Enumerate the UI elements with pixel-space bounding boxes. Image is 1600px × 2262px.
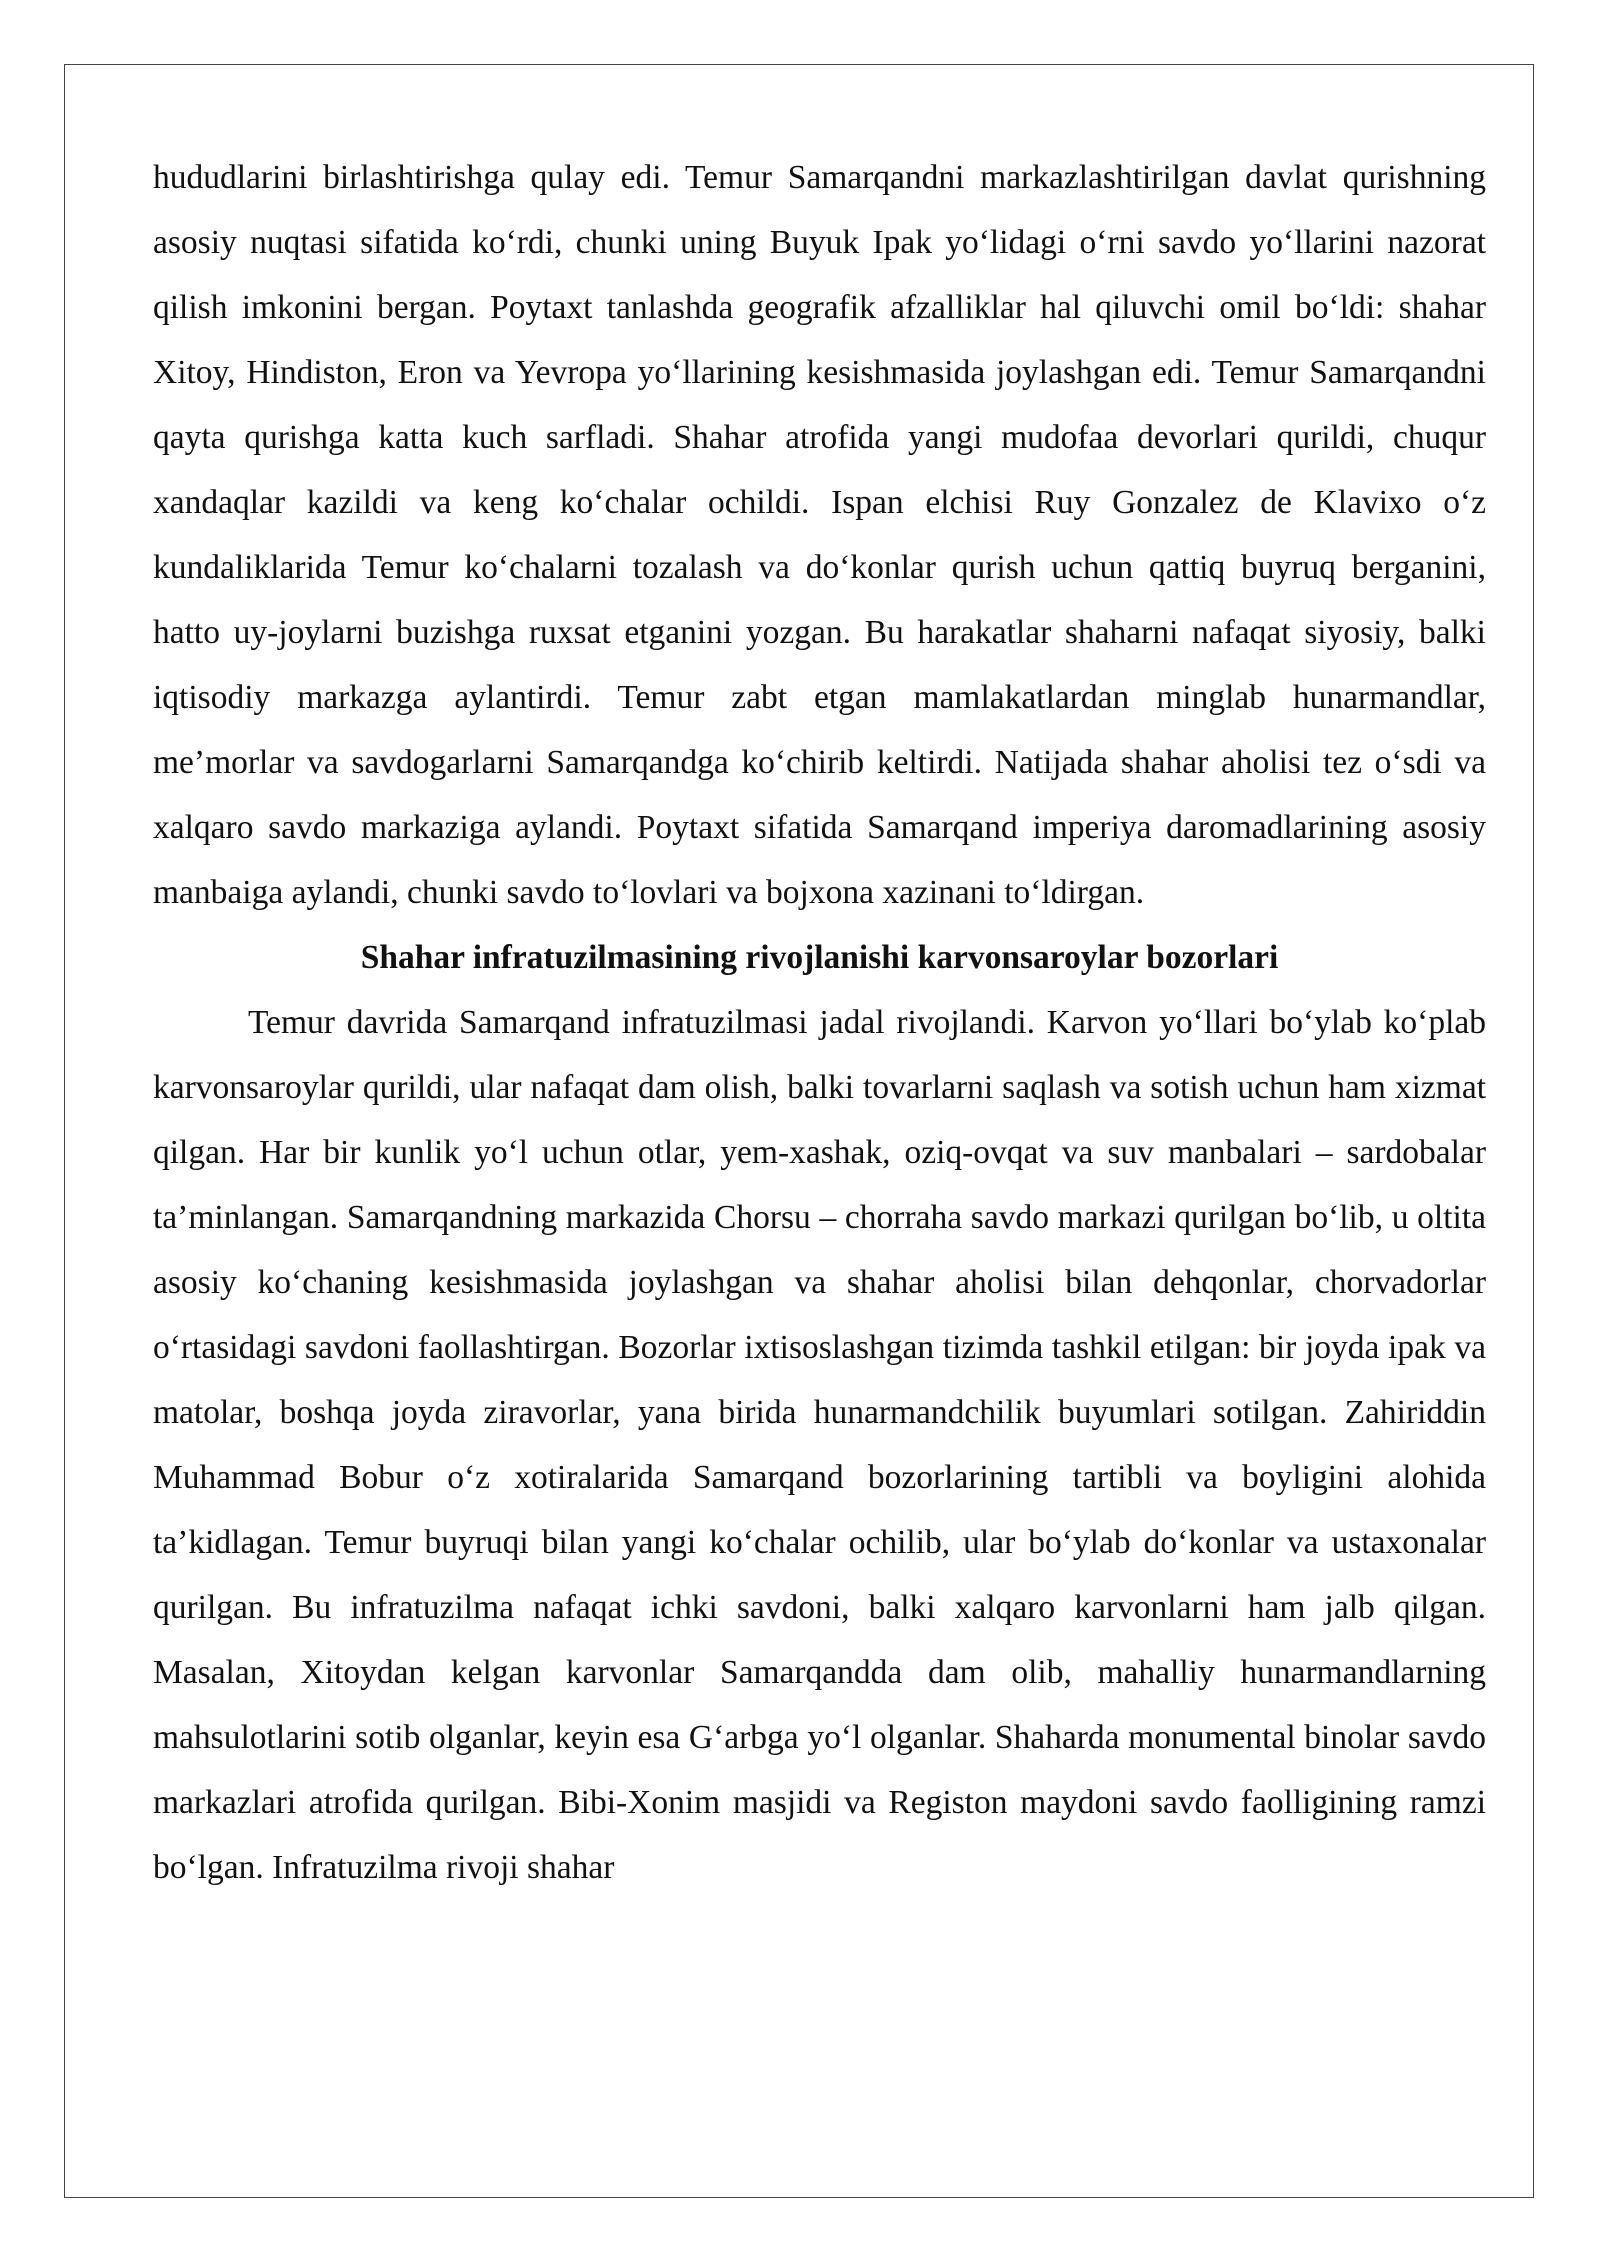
document-body [153,145,1486,1900]
body-paragraph: hududlarini birlashtirishga qulay edi. Temur Samarqandni markazlashtirilgan davlat qurishning asosiy nuqtasi sifatida ko‘rdi, chunki uning Buyuk Ipak yo‘lidagi o‘rni savdo yo‘llarini nazorat qilish imkonini bergan. Poytaxt tanlashda geografik afzalliklar hal qiluvchi omil bo‘ldi: shahar Xitoy, Hindiston, Eron va Yevropa yo‘llarining kesishmasida joylashgan edi. Temur Samarqandni qayta qurishga katta kuch sarfladi. Shahar atrofida yangi mudofaa devorlari qurildi, chuqur xandaqlar kazildi va keng ko‘chalar ochildi. Ispan elchisi Ruy Gonzalez de Klavixo o‘z kundaliklarida Temur ko‘chalarni tozalash va do‘konlar qurish uchun qattiq buyruq berganini, hatto uy-joylarni buzishga ruxsat etganini yozgan. Bu harakatlar shaharni nafaqat siyosiy, balki iqtisodiy markazga aylantirdi. Temur zabt etgan mamlakatlardan minglab hunarmandlar, me’morlar va savdogarlarni Samarqandga ko‘chirib keltirdi. Natijada shahar aholisi tez o‘sdi va xalqaro savdo markaziga aylandi. Poytaxt sifatida Samarqand imperiya daromadlarining asosiy manbaiga aylandi, chunki savdo to‘lovlari va bojxona xazinani to‘ldirgan. [153,159,1486,911]
section-heading: Shahar infratuzilmasining rivojlanishi karvonsaroylar bozorlari [360,939,1279,976]
body-paragraph: Temur davrida Samarqand infratuzilmasi jadal rivojlandi. Karvon yo‘llari bo‘ylab ko‘plab karvonsaroylar qurildi, ular nafaqat dam olish, balki tovarlarni saqlash va sotish uchun ham xizmat qilgan. Har bir kunlik yo‘l uchun otlar, yem-xashak, oziq-ovqat va suv manbalari – sardobalar ta’minlangan. Samarqandning markazida Chorsu – chorraha savdo markazi qurilgan bo‘lib, u oltita asosiy ko‘chaning kesishmasida joylashgan va shahar aholisi bilan dehqonlar, chorvadorlar o‘rtasidagi savdoni faollashtirgan. Bozorlar ixtisoslashgan tizimda tashkil etilgan: bir joyda ipak va matolar, boshqa joyda ziravorlar, yana birida hunarmandchilik buyumlari sotilgan. Zahiriddin Muhammad Bobur o‘z xotiralarida Samarqand bozorlarining tartibli va boyligini alohida ta’kidlagan. Temur buyruqi bilan yangi ko‘chalar ochilib, ular bo‘ylab do‘konlar va ustaxonalar qurilgan. Bu infratuzilma nafaqat ichki savdoni, balki xalqaro karvonlarni ham jalb qilgan. Masalan, Xitoydan kelgan karvonlar Samarqandda dam olib, mahalliy hunarmandlarning mahsulotlarini sotib olganlar, keyin esa G‘arbga yo‘l olganlar. Shaharda monumental binolar savdo markazlari atrofida qurilgan. Bibi-Xonim masjidi va Registon maydoni savdo faolligining ramzi bo‘lgan. Infratuzilma rivoji shahar [153,1004,1486,1886]
